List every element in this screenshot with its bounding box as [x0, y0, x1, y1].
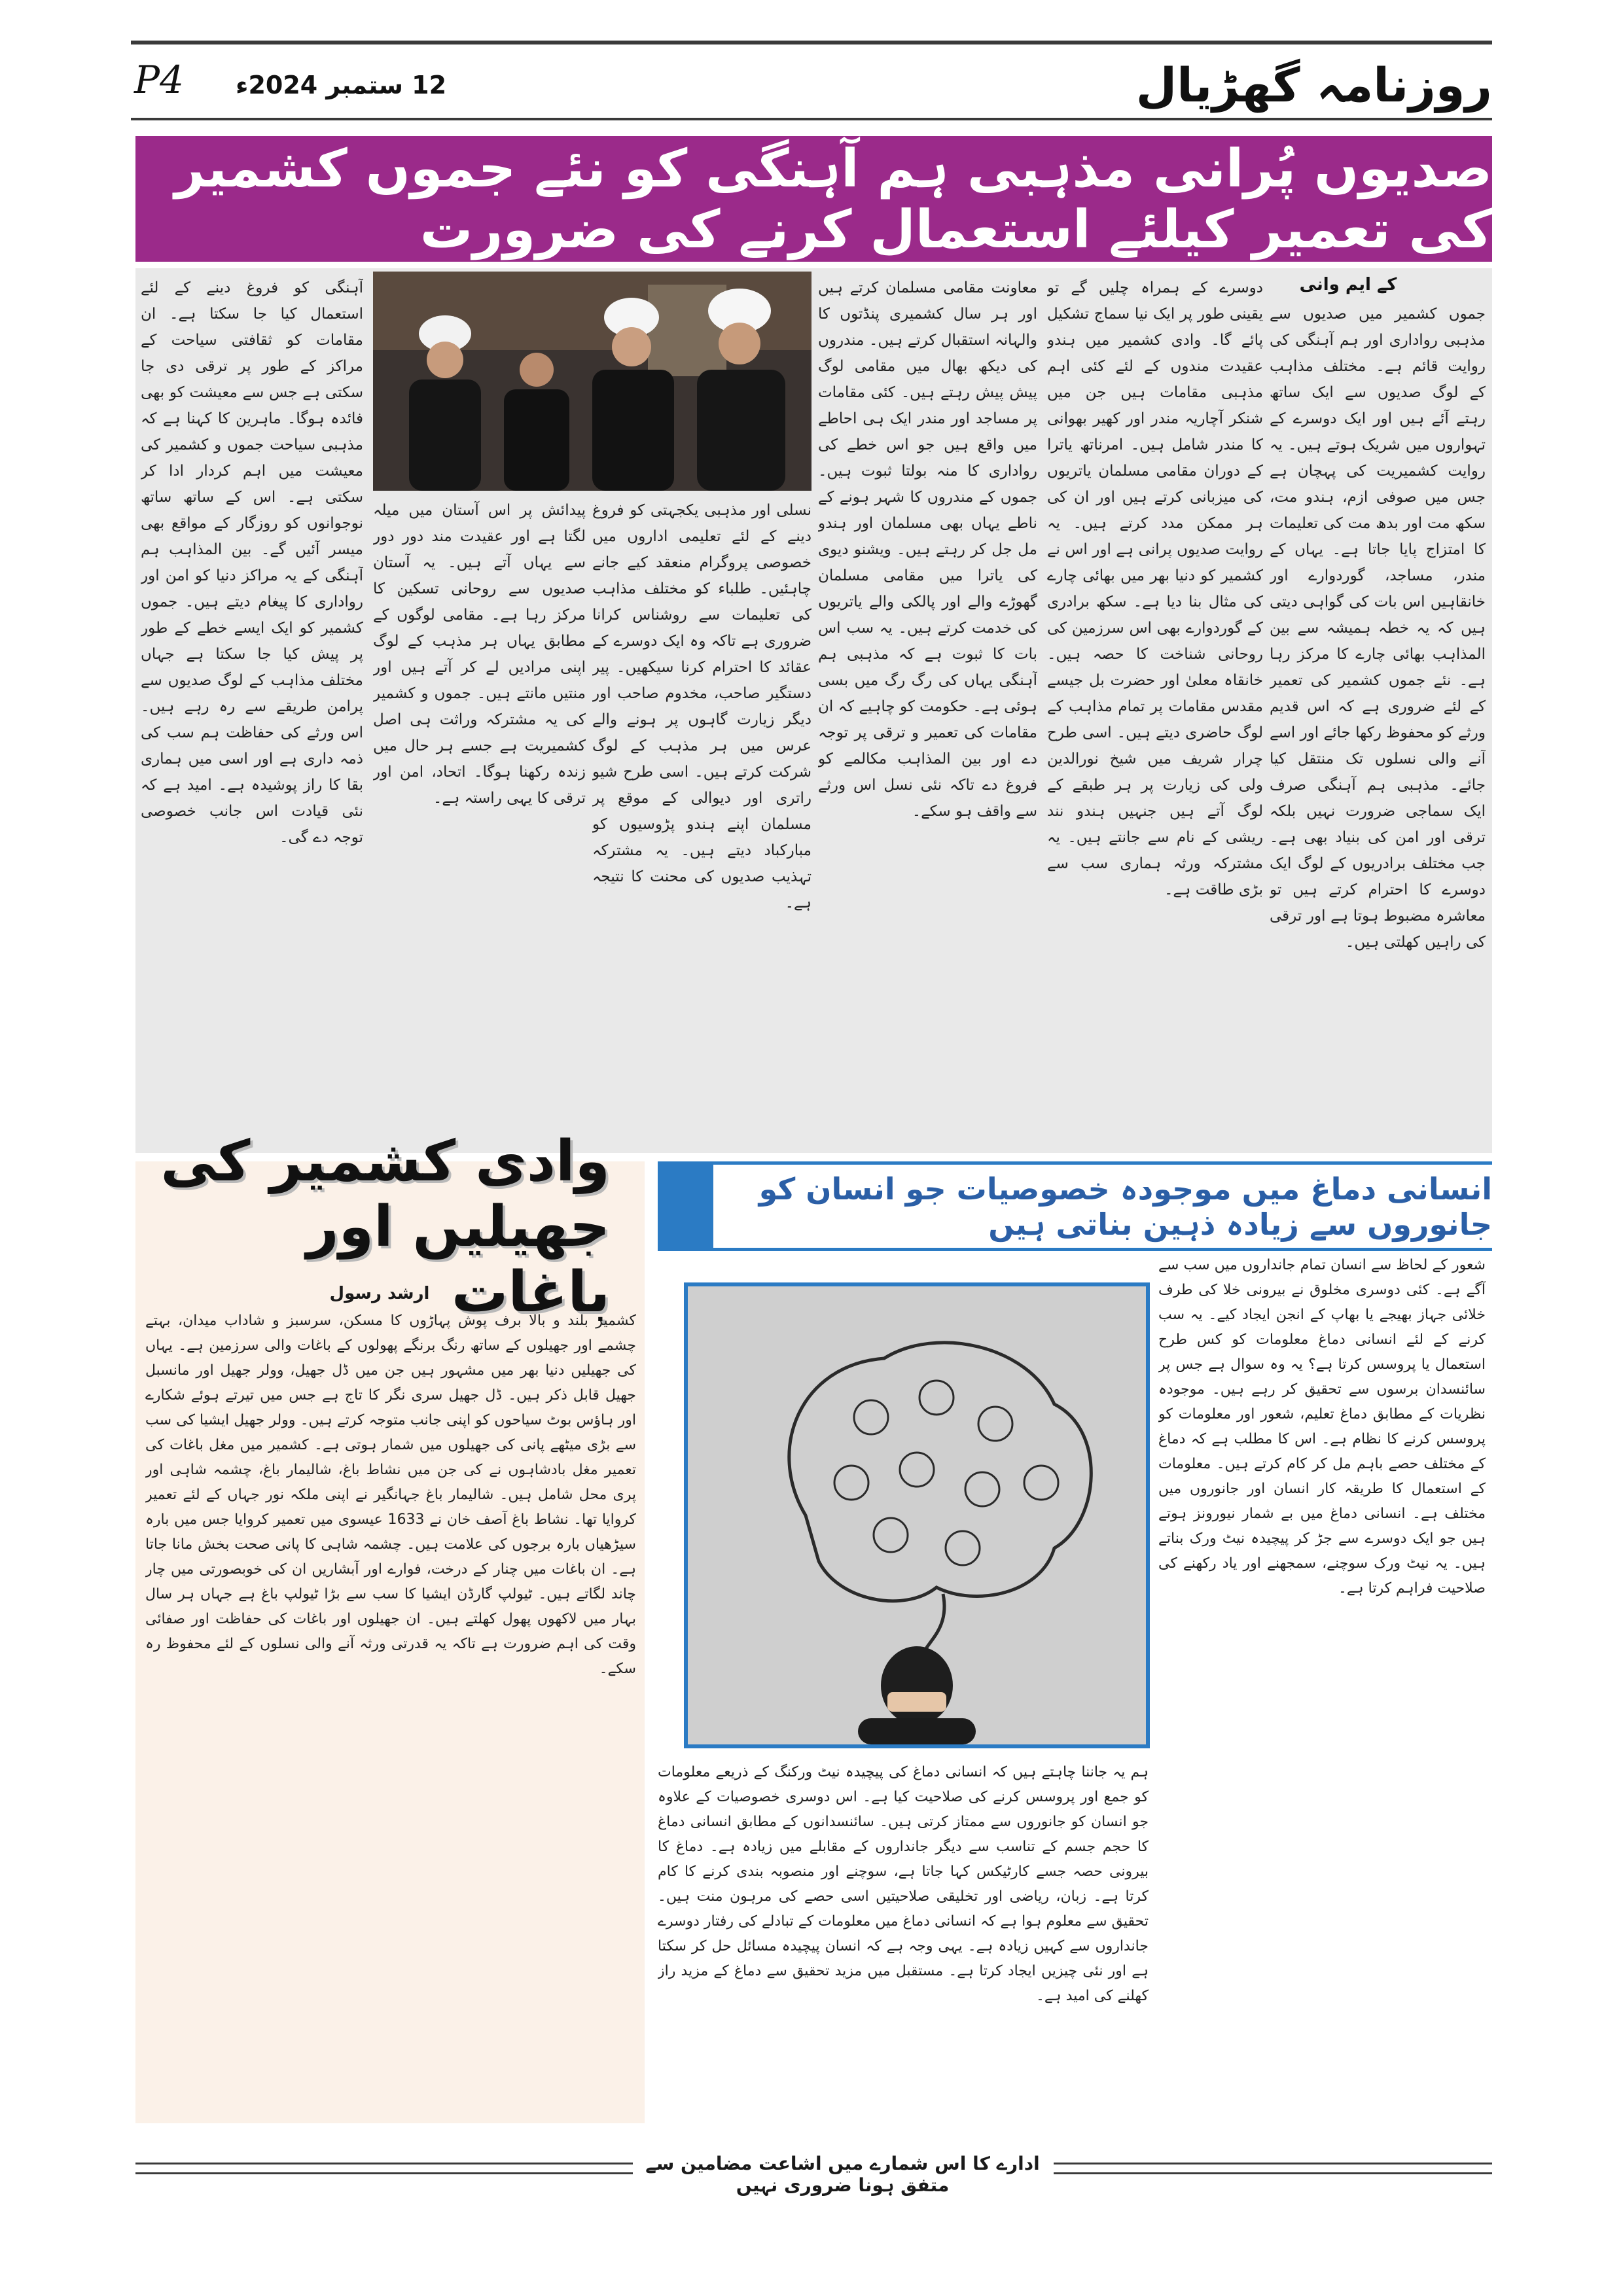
byline-top: کے ایم وانی — [1299, 275, 1397, 294]
article-top-col1: جموں کشمیر میں صدیوں سے مذہبی رواداری اور ہم آہنگی کی روایت قائم ہے۔ مختلف مذاہب کے لوگ صدیوں سے ایک ساتھ رہتے آئے ہیں اور ایک دوسرے کے تہواروں میں شریک ہوتے ہیں۔ یہ روایت کشمیریت کی پہچان ہے جس میں صوفی ازم، ہندو مت، سکھ مت اور بدھ مت کی تعلیمات کا امتزاج پایا جاتا ہے۔ یہاں کے مندر، مساجد، گوردوارے اور خانقاہیں اس بات کی گواہی دیتی ہیں کہ یہ خطہ ہمیشہ سے بین المذاہب بھائی چارے کا مرکز رہا ہے۔ نئے جموں کشمیر کی تعمیر کے لئے ضروری ہے کہ اس قدیم ورثے کو محفوظ رکھا جائے اور اسے آنے والی نسلوں تک منتقل کیا جائے۔ مذہبی ہم آہنگی صرف ایک سماجی ضرورت نہیں بلکہ ترقی اور امن کی بنیاد بھی ہے۔ جب مختلف برادریوں کے لوگ ایک دوسرے کا احترام کرتے ہیں تو معاشرہ مضبوط ہوتا ہے اور ترقی کی راہیں کھلتی ہیں۔ — [1270, 306, 1486, 951]
headline-top: صدیوں پُرانی مذہبی ہم آہنگی کو نئے جموں کشمیر کی تعمیر کیلئے استعمال کرنے کی ضرورت — [174, 138, 1492, 260]
footer-rule-right-2 — [1054, 2172, 1492, 2174]
brain-col2: ہم یہ جاننا چاہتے ہیں کہ انسانی دماغ کی پیچیدہ نیٹ ورکنگ کے ذریعے معلومات کو جمع اور پروسس کرنے کی صلاحیت کیا ہے۔ اس دوسری خصوصیات کے علاوہ جو انسان کو جانوروں سے ممتاز کرتی ہیں۔ سائنسدانوں کے مطابق انسانی دماغ کا حجم جسم کے تناسب سے دیگر جانداروں کے مقابلے میں زیادہ ہے۔ دماغ کا بیرونی حصہ جسے کارٹیکس کہا جاتا ہے، سوچنے اور منصوبہ بندی کرنے کا کام کرتا ہے۔ زبان، ریاضی اور تخلیقی صلاحیتیں اسی حصے کی مرہون منت ہیں۔ تحقیق سے معلوم ہوا ہے کہ انسانی دماغ میں معلومات کے تبادلے کی رفتار دوسرے جانداروں سے کہیں زیادہ ہے۔ یہی وجہ ہے کہ انسان پیچیدہ مسائل حل کر سکتا ہے اور نئی چیزیں ایجاد کرتا ہے۔ مستقبل میں مزید تحقیق سے دماغ کے مزید راز کھلنے کی امید ہے۔ — [658, 1764, 1149, 2004]
brain-banner — [658, 1161, 1492, 1251]
valley-byline: ارشد رسول — [329, 1284, 430, 1303]
article-top-col5: پیدائش پر اس آستان میں میلہ لگتا ہے اور عقیدت مند دور دور سے یہاں آتے ہیں۔ یہ آستان صدیوں سے روحانی تسکین کا مرکز رہا ہے۔ مقامی لوگوں کے مطابق یہاں ہر مذہب کے لوگ اپنی مرادیں لے کر آتے ہیں اور منتیں مانتے ہیں۔ جموں و کشمیر کی یہ مشترکہ وراثت ہی اصل کشمیریت ہے جسے ہر حال میں زندہ رکھنا ہوگا۔ اتحاد، امن اور ترقی کا یہی راستہ ہے۔ — [373, 502, 586, 807]
article-top-col6: آہنگی کو فروغ دینے کے لئے استعمال کیا جا سکتا ہے۔ ان مقامات کو ثقافتی سیاحت کے مراکز کے طور پر ترقی دی جا سکتی ہے جس سے معیشت کو بھی فائدہ ہوگا۔ ماہرین کا کہنا ہے کہ مذہبی سیاحت جموں و کشمیر کی معیشت میں اہم کردار ادا کر سکتی ہے۔ اس کے ساتھ ساتھ نوجوانوں کو روزگار کے مواقع بھی میسر آئیں گے۔ بین المذاہب ہم آہنگی کے یہ مراکز دنیا کو امن اور رواداری کا پیغام دیتے ہیں۔ جموں کشمیر کو ایک ایسے خطے کے طور پر پیش کیا جا سکتا ہے جہاں مختلف مذاہب کے لوگ صدیوں سے پرامن طریقے سے رہ رہے ہیں۔ اس ورثے کی حفاظت ہم سب کی ذمہ داری ہے اور اسی میں ہماری بقا کا راز پوشیدہ ہے۔ امید ہے کہ نئی قیادت اس جانب خصوصی توجہ دے گی۔ — [141, 279, 363, 846]
footer-rule-right-1 — [1054, 2163, 1492, 2164]
brain-banner-inner — [713, 1165, 1492, 1248]
valley-title: وادی کشمیر کی جھیلیں اور باغات — [160, 1129, 610, 1325]
valley-body: کشمیر بلند و بالا برف پوش پہاڑوں کا مسکن، سرسبز و شاداب میدان، بہتے چشمے اور جھیلوں کے ساتھ رنگ برنگے پھولوں کے باغات والی سرزمین ہے۔ یہاں کی جھیلیں دنیا بھر میں مشہور ہیں جن میں ڈل جھیل، وولر جھیل اور مانسبل جھیل قابل ذکر ہیں۔ ڈل جھیل سری نگر کا تاج ہے جس میں تیرتے ہوئے شکارے اور ہاؤس بوٹ سیاحوں کو اپنی جانب متوجہ کرتے ہیں۔ وولر جھیل ایشیا کی سب سے بڑی میٹھے پانی کی جھیلوں میں شمار ہوتی ہے۔ کشمیر میں مغل باغات کی تعمیر مغل بادشاہوں نے کی جن میں نشاط باغ، شالیمار باغ، چشمہ شاہی اور پری محل شامل ہیں۔ شالیمار باغ جہانگیر نے اپنی ملکہ نور جہاں کے لئے تعمیر کروایا تھا۔ نشاط باغ آصف خان نے 1633 عیسوی میں تعمیر کروایا جس میں بارہ سیڑھیاں بارہ برجوں کی علامت ہیں۔ چشمہ شاہی کا پانی صحت بخش مانا جاتا ہے۔ ان باغات میں چنار کے درخت، فوارے اور آبشاریں ان کی خوبصورتی میں چار چاند لگاتے ہیں۔ ٹیولپ گارڈن ایشیا کا سب سے بڑا ٹیولپ باغ ہے جہاں ہر سال بہار میں لاکھوں پھول کھلتے ہیں۔ ان جھیلوں اور باغات کی حفاظت اور صفائی وقت کی اہم ضرورت ہے تاکہ یہ قدرتی ورثہ آنے والی نسلوں کے لئے محفوظ رہ سکے۔ — [145, 1313, 636, 1677]
footer-disclaimer: ادارے کا اس شمارے میں اشاعت مضامین سے متفق ہونا ضروری نہیں — [645, 2153, 1040, 2196]
issue-date: 12 ستمبر 2024ء — [236, 71, 447, 99]
turban-ceremony-image — [373, 272, 812, 491]
top-rule — [131, 41, 1492, 44]
footer-rule-left-1 — [135, 2163, 633, 2164]
brain-banner-tab — [658, 1161, 713, 1251]
page-number: P4 — [134, 58, 184, 102]
footer-rule-left-2 — [135, 2172, 633, 2174]
headline-banner — [135, 136, 1492, 262]
article-top-col4: نسلی اور مذہبی یکجہتی کو فروغ دینے کے لئے تعلیمی اداروں میں خصوصی پروگرام منعقد کیے جانے چاہئیں۔ طلباء کو مختلف مذاہب کی تعلیمات سے روشناس کرانا ضروری ہے تاکہ وہ ایک دوسرے کے عقائد کا احترام کرنا سیکھیں۔ پیر دستگیر صاحب، مخدوم صاحب اور دیگر زیارت گاہوں پر ہونے والے عرس میں ہر مذہب کے لوگ شرکت کرتے ہیں۔ اسی طرح شیو راتری اور دیوالی کے موقع پر مسلمان اپنے ہندو پڑوسیوں کو مبارکباد دیتے ہیں۔ یہ مشترکہ تہذیب صدیوں کی محنت کا نتیجہ ہے۔ — [592, 502, 812, 911]
masthead: روزنامہ گھڑیال — [1135, 58, 1492, 113]
brain-col1: شعور کے لحاظ سے انسان تمام جانداروں میں سب سے آگے ہے۔ کئی دوسری مخلوق نے بیرونی خلا کی طرف خلائی جہاز بھیجے یا بھاپ کے انجن ایجاد کیے۔ یہ سب کرنے کے لئے انسانی دماغ معلومات کو کس طرح استعمال یا پروسس کرتا ہے؟ یہ وہ سوال ہے جس پر سائنسدان برسوں سے تحقیق کر رہے ہیں۔ موجودہ نظریات کے مطابق دماغ تعلیم، شعور اور معلومات کو پروسس کرنے کا نظام ہے۔ اس کا مطلب ہے کہ دماغ کے مختلف حصے باہم مل کر کام کرتے ہیں۔ معلومات کے استعمال کا طریقہ کار انسان اور جانوروں میں مختلف ہے۔ انسانی دماغ میں بے شمار نیورونز ہوتے ہیں جو ایک دوسرے سے جڑ کر پیچیدہ نیٹ ورک بناتے ہیں۔ یہ نیٹ ورک سوچنے، سمجھنے اور یاد رکھنے کی صلاحیت فراہم کرتا ہے۔ — [1158, 1257, 1486, 1597]
article-top-col2: دوسرے کے ہمراہ چلیں گے تو یقینی طور پر ایک نیا سماج تشکیل پائے گا۔ وادی کشمیر میں ہندو عقیدت مندوں کے لئے کئی اہم مذہبی مقامات ہیں جن میں شنکر آچاریہ مندر اور کھیر بھوانی کا مندر شامل ہیں۔ امرناتھ یاترا کے دوران مقامی مسلمان یاتریوں کی میزبانی کرتے ہیں اور ان کی ہر ممکن مدد کرتے ہیں۔ یہ روایت صدیوں پرانی ہے اور اس نے کشمیر کو دنیا بھر میں بھائی چارے کی مثال بنا دیا ہے۔ سکھ برادری کے گوردوارے بھی اس سرزمین کی روحانی شناخت کا حصہ ہیں۔ خانقاہ معلیٰ اور حضرت بل جیسے مقدس مقامات پر تمام مذاہب کے لوگ حاضری دیتے ہیں۔ اسی طرح چرار شریف میں شیخ نورالدین ولی کی زیارت پر ہر طبقے کے لوگ آتے ہیں جنہیں ہندو نند ریشی کے نام سے جانتے ہیں۔ یہ مشترکہ ورثہ ہماری سب سے بڑی طاقت ہے۔ — [1047, 279, 1263, 898]
article-top-col3: معاونت مقامی مسلمان کرتے ہیں اور ہر سال کشمیری پنڈتوں کا والہانہ استقبال کرتے ہیں۔ مندروں کی دیکھ بھال میں مقامی لوگ پیش پیش رہتے ہیں۔ کئی مقامات پر مساجد اور مندر ایک ہی احاطے میں واقع ہیں جو اس خطے کی رواداری کا منہ بولتا ثبوت ہیں۔ جموں کے مندروں کا شہر ہونے کے ناطے یہاں بھی مسلمان اور ہندو مل جل کر رہتے ہیں۔ ویشنو دیوی کی یاترا میں مقامی مسلمان گھوڑے والے اور پالکی والے یاتریوں کی خدمت کرتے ہیں۔ یہ سب اس بات کا ثبوت ہے کہ مذہبی ہم آہنگی یہاں کی رگ رگ میں بسی ہوئی ہے۔ حکومت کو چاہیے کہ ان مقامات کی تعمیر و ترقی پر توجہ دے اور بین المذاہب مکالمے کو فروغ دے تاکہ نئی نسل اس ورثے سے واقف ہو سکے۔ — [818, 279, 1037, 820]
brain-lightbulb-image — [688, 1286, 1146, 1744]
header-rule — [131, 118, 1492, 120]
photo-turban-ceremony — [373, 272, 812, 491]
brain-title: انسانی دماغ میں موجودہ خصوصیات جو انسان کو جانوروں سے زیادہ ذہین بناتی ہیں — [758, 1171, 1492, 1242]
brain-photo — [684, 1282, 1150, 1748]
